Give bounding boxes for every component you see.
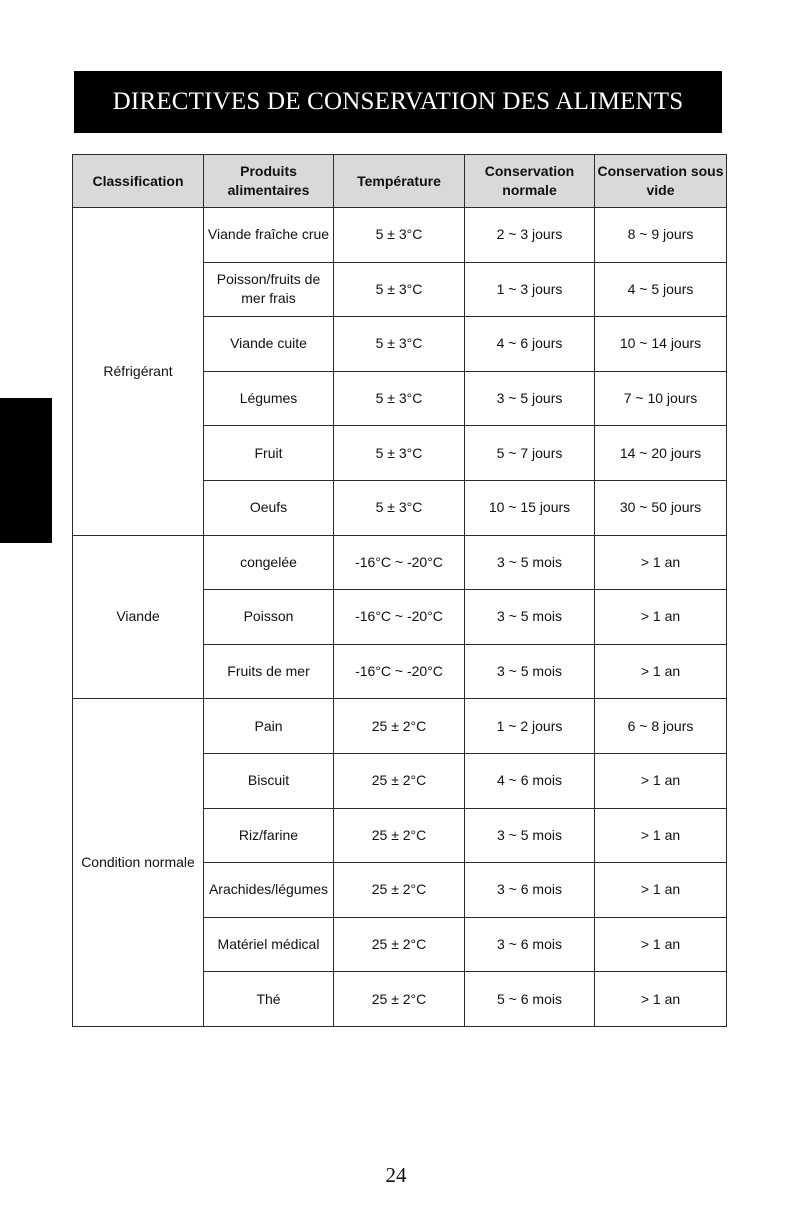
temperature-cell: 25 ± 2°C [334, 753, 465, 808]
vacuum-storage-cell: > 1 an [595, 917, 727, 972]
vacuum-storage-cell: > 1 an [595, 590, 727, 645]
temperature-cell: 25 ± 2°C [334, 917, 465, 972]
vacuum-storage-cell: 10 ~ 14 jours [595, 317, 727, 372]
temperature-cell: 5 ± 3°C [334, 371, 465, 426]
normal-storage-cell: 3 ~ 5 jours [465, 371, 595, 426]
temperature-cell: 25 ± 2°C [334, 972, 465, 1027]
table-row [73, 699, 727, 754]
storage-guidelines-table [72, 154, 727, 1027]
normal-storage-cell: 1 ~ 3 jours [465, 262, 595, 317]
header-vacuum-storage: Conservation sous vide [595, 155, 727, 208]
product-cell: Poisson [204, 590, 334, 645]
vacuum-storage-cell: 8 ~ 9 jours [595, 208, 727, 263]
side-tab-marker [0, 398, 52, 543]
title-bar [74, 71, 722, 133]
table-row [73, 535, 727, 590]
vacuum-storage-cell: 30 ~ 50 jours [595, 480, 727, 535]
product-cell: Matériel médical [204, 917, 334, 972]
normal-storage-cell: 10 ~ 15 jours [465, 480, 595, 535]
vacuum-storage-cell: > 1 an [595, 753, 727, 808]
vacuum-storage-cell: 4 ~ 5 jours [595, 262, 727, 317]
classification-cell: Condition normale [73, 699, 204, 1027]
product-cell: Biscuit [204, 753, 334, 808]
vacuum-storage-cell: > 1 an [595, 644, 727, 699]
normal-storage-cell: 3 ~ 6 mois [465, 917, 595, 972]
vacuum-storage-cell: > 1 an [595, 972, 727, 1027]
normal-storage-cell: 3 ~ 5 mois [465, 590, 595, 645]
normal-storage-cell: 5 ~ 7 jours [465, 426, 595, 481]
table-row [73, 208, 727, 263]
temperature-cell: 5 ± 3°C [334, 208, 465, 263]
normal-storage-cell: 2 ~ 3 jours [465, 208, 595, 263]
product-cell: congelée [204, 535, 334, 590]
temperature-cell: 5 ± 3°C [334, 426, 465, 481]
normal-storage-cell: 4 ~ 6 mois [465, 753, 595, 808]
vacuum-storage-cell: 7 ~ 10 jours [595, 371, 727, 426]
temperature-cell: 5 ± 3°C [334, 262, 465, 317]
normal-storage-cell: 3 ~ 6 mois [465, 863, 595, 918]
header-temperature: Température [334, 155, 465, 208]
temperature-cell: 5 ± 3°C [334, 317, 465, 372]
product-cell: Fruit [204, 426, 334, 481]
vacuum-storage-cell: 6 ~ 8 jours [595, 699, 727, 754]
temperature-cell: -16°C ~ -20°C [334, 535, 465, 590]
temperature-cell: 5 ± 3°C [334, 480, 465, 535]
header-row [73, 155, 727, 208]
vacuum-storage-cell: > 1 an [595, 808, 727, 863]
temperature-cell: -16°C ~ -20°C [334, 644, 465, 699]
normal-storage-cell: 5 ~ 6 mois [465, 972, 595, 1027]
header-classification: Classification [73, 155, 204, 208]
classification-cell: Réfrigérant [73, 208, 204, 536]
header-normal-storage: Conservation normale [465, 155, 595, 208]
product-cell: Pain [204, 699, 334, 754]
temperature-cell: -16°C ~ -20°C [334, 590, 465, 645]
temperature-cell: 25 ± 2°C [334, 808, 465, 863]
normal-storage-cell: 4 ~ 6 jours [465, 317, 595, 372]
product-cell: Poisson/fruits de mer frais [204, 262, 334, 317]
page-number: 24 [385, 1163, 407, 1187]
table-body [73, 208, 727, 1027]
temperature-cell: 25 ± 2°C [334, 863, 465, 918]
normal-storage-cell: 3 ~ 5 mois [465, 535, 595, 590]
vacuum-storage-cell: > 1 an [595, 535, 727, 590]
temperature-cell: 25 ± 2°C [334, 699, 465, 754]
vacuum-storage-cell: > 1 an [595, 863, 727, 918]
classification-cell: Viande [73, 535, 204, 699]
normal-storage-cell: 3 ~ 5 mois [465, 644, 595, 699]
product-cell: Viande fraîche crue [204, 208, 334, 263]
page-title: DIRECTIVES DE CONSERVATION DES ALIMENTS [112, 88, 684, 115]
normal-storage-cell: 1 ~ 2 jours [465, 699, 595, 754]
product-cell: Légumes [204, 371, 334, 426]
product-cell: Viande cuite [204, 317, 334, 372]
product-cell: Arachides/légumes [204, 863, 334, 918]
product-cell: Thé [204, 972, 334, 1027]
product-cell: Fruits de mer [204, 644, 334, 699]
vacuum-storage-cell: 14 ~ 20 jours [595, 426, 727, 481]
product-cell: Oeufs [204, 480, 334, 535]
normal-storage-cell: 3 ~ 5 mois [465, 808, 595, 863]
product-cell: Riz/farine [204, 808, 334, 863]
header-products: Produits alimentaires [204, 155, 334, 208]
